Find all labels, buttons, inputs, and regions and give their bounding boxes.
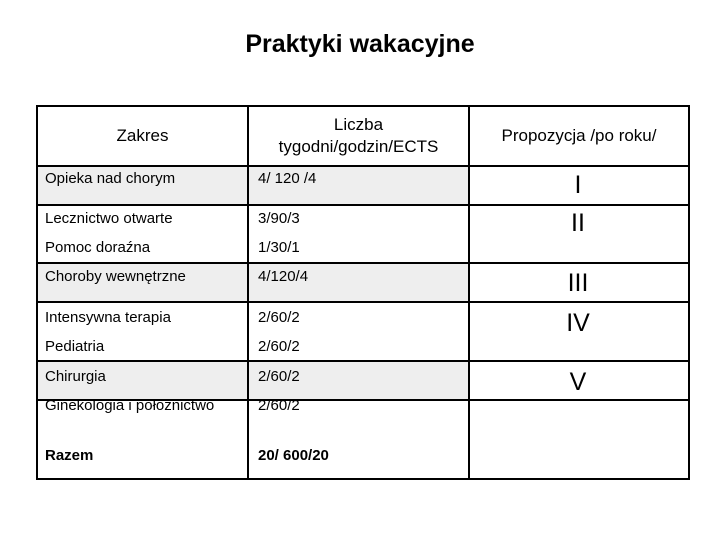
row-value: 2/60/2 xyxy=(258,338,300,355)
year-label: V xyxy=(569,368,587,396)
row-label: Pomoc doraźna xyxy=(45,239,151,256)
internship-table xyxy=(36,105,690,480)
row-label: Pediatria xyxy=(45,338,105,355)
row-label: Opieka nad chorym xyxy=(45,170,176,187)
row-value: 4/120/4 xyxy=(258,268,309,285)
row-divider xyxy=(38,262,688,264)
header-liczba xyxy=(249,107,468,165)
total-value: 20/ 600/20 xyxy=(258,447,329,464)
header-liczba-line2: tygodni/godzin/ECTS xyxy=(278,137,439,156)
row-divider xyxy=(38,204,688,206)
row-label: Ginekologia i położnictwo xyxy=(45,397,215,414)
row-divider xyxy=(38,301,688,303)
row-value: 4/ 120 /4 xyxy=(258,170,317,187)
year-label: III xyxy=(567,269,589,297)
year-label: IV xyxy=(566,309,590,337)
row-label: Chirurgia xyxy=(45,368,106,385)
row-label: Intensywna terapia xyxy=(45,309,171,326)
header-zakres: Zakres xyxy=(116,126,169,145)
header-divider xyxy=(38,165,688,167)
year-label: II xyxy=(571,209,585,237)
row-value: 2/60/2 xyxy=(258,309,300,326)
row-value: 3/90/3 xyxy=(258,210,300,227)
row-label: Choroby wewnętrzne xyxy=(45,268,186,285)
row-divider xyxy=(38,360,688,362)
header-liczba-line1: Liczba xyxy=(333,115,384,134)
total-label: Razem xyxy=(45,447,94,464)
header-propozycja: Propozycja /po roku/ xyxy=(501,126,657,145)
page-title: Praktyki wakacyjne xyxy=(245,30,475,58)
row-value: 2/60/2 xyxy=(258,368,300,385)
year-label: I xyxy=(574,171,582,199)
row-value: 1/30/1 xyxy=(258,239,300,256)
row-value: 2/60/2 xyxy=(258,397,300,414)
row-label: Lecznictwo otwarte xyxy=(45,210,173,227)
